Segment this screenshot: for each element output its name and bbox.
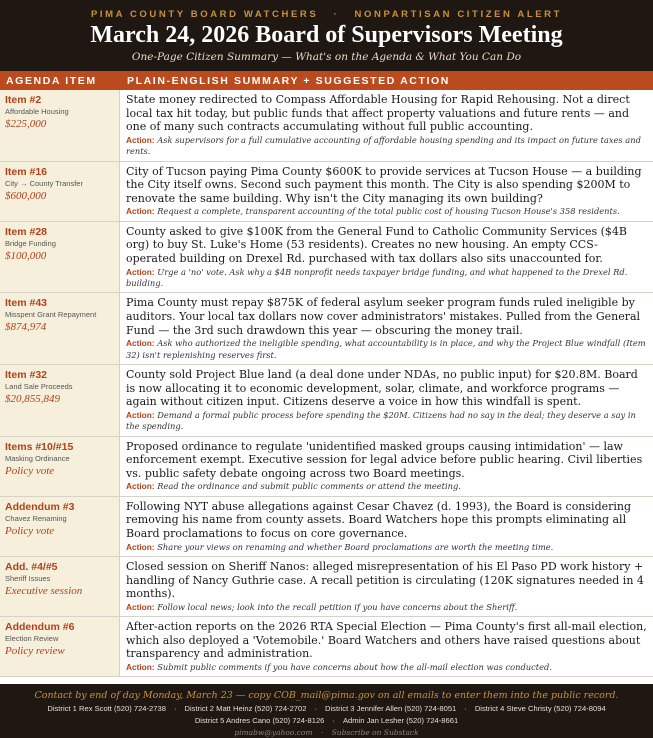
item-amount: $874,974 (5, 321, 47, 334)
summary-cell (120, 293, 653, 364)
agenda-row (0, 90, 653, 162)
item-summary: State money redirected to Compass Affordable Housing for Rapid Rehousing. Not a direct local tax hit today, but public funds that affect property valuations and future rents — and one of many such contracts accumulating without full public accounting. (126, 93, 630, 134)
item-summary: City of Tucson paying Pima County $600K to provide services at Tucson House — a building the City itself owns. Second such payment this month. The City is also spending $200M to renovate the same building. Why isn't the City managing its own building? (126, 164, 642, 205)
district-separator: · (332, 716, 335, 725)
item-action (126, 206, 647, 217)
item-summary: Proposed ordinance to regulate 'unidentified masked groups causing intimidation' — law enforcement exempt. Executive session for legal advice before public hearing. Civil liberties vs. public safety debate ongoing across two Board meetings. (126, 439, 643, 480)
agenda-item-cell (0, 557, 120, 616)
item-category: City → County Transfer (5, 178, 83, 188)
item-action (126, 135, 647, 158)
agenda-row (0, 365, 653, 437)
item-category: Election Review (5, 634, 59, 644)
footer-link-separator: · (320, 728, 324, 737)
district-contact: Admin Jan Lesher (520) 724-8661 (342, 716, 459, 725)
district-separator: · (464, 704, 467, 713)
item-amount: $600,000 (5, 189, 47, 202)
action-label: Action: (126, 134, 155, 145)
item-summary: After-action reports on the 2026 RTA Special Election — Pima County's first all-mail election, which also deployed a 'Votemobile.' Board Watchers and others have raised questions about transparency and administration. (126, 620, 647, 661)
action-label: Action: (126, 541, 155, 552)
agenda-row (0, 557, 653, 617)
item-summary: County asked to give $100K from the General Fund to Catholic Community Services ($4B org) to buy St. Luke's Home (53 residents). Creates no new housing. An empty CCS-operated building on Drexel Rd. purchased with tax dollars also sits unaccounted for. (126, 224, 628, 265)
agenda-item-cell (0, 90, 120, 161)
column-header-agenda: AGENDA ITEM (6, 74, 97, 87)
action-text: Read the ordinance and submit public comments or attend the meeting. (157, 481, 461, 492)
agenda-row (0, 437, 653, 497)
column-header-bar (0, 71, 653, 90)
kicker (0, 9, 653, 20)
summary-cell (120, 162, 653, 221)
kicker-separator: · (333, 9, 340, 20)
agenda-item-cell (0, 293, 120, 364)
item-number: Item #2 (5, 94, 42, 106)
item-category: Affordable Housing (5, 107, 69, 116)
substack-link[interactable]: Subscribe on Substack (331, 728, 419, 737)
district-contact: District 5 Andres Cano (520) 724-8126 (194, 716, 325, 725)
item-amount: Policy review (5, 645, 65, 658)
item-action (126, 410, 647, 433)
item-number: Item #16 (5, 165, 48, 178)
contact-instructions: Contact by end of day Monday, March 23 — copy COB_mail@pima.gov on all emails to enter them into the public record. (34, 690, 619, 701)
item-action (126, 338, 647, 361)
agenda-item-cell (0, 222, 120, 293)
action-label: Action: (126, 206, 155, 217)
agenda-item-cell (0, 365, 120, 436)
item-category: Masking Ordinance (5, 453, 70, 463)
item-amount: $100,000 (5, 249, 47, 262)
summary-cell (120, 437, 653, 496)
item-summary: Closed session on Sheriff Nanos: alleged misrepresentation of his El Paso PD work history + handling of Nancy Guthrie case. A recall petition is circulating (120K signatures needed in 4 months). (126, 559, 644, 601)
column-header-summary: PLAIN-ENGLISH SUMMARY + SUGGESTED ACTION (127, 74, 450, 87)
item-number: Addendum #6 (5, 621, 75, 634)
page-subtitle: One-Page Citizen Summary — What's on the Agenda & What You Can Do (131, 51, 522, 63)
agenda-row (0, 162, 653, 222)
action-text: Submit public comments if you have concerns about how the all-mail election was conducted. (157, 661, 552, 672)
district-contacts-line-1 (0, 703, 653, 714)
action-label: Action: (126, 481, 155, 492)
agenda-item-cell (0, 617, 120, 676)
item-amount: $20,855,849 (5, 392, 60, 405)
agenda-item-cell (0, 162, 120, 221)
agenda-row (0, 222, 653, 294)
district-contact: District 1 Rex Scott (520) 724-2738 (47, 704, 166, 713)
item-action (126, 542, 647, 553)
agenda-item-cell (0, 437, 120, 496)
footer-links (0, 727, 653, 738)
item-summary: Following NYT abuse allegations against Cesar Chavez (d. 1993), the Board is considering removing his name from county assets. Board Watchers hope this prompts eliminating all Board proclamations to focus on core governance. (126, 499, 632, 540)
item-category: Land Sale Proceeds (5, 381, 73, 391)
action-text: Request a complete, transparent accounting of the total public cost of housing Tucson House's 358 residents. (157, 206, 620, 217)
item-summary: County sold Project Blue land (a deal done under NDAs, no public input) for $20.8M. Board is now allocating it to economic development, solar, climate, and workforce programs — again without citizen input. Citizens deserve a voice in how this windfall is spent. (126, 367, 638, 409)
action-text: Demand a formal public process before spending the $20M. Citizens had no say in the deal; they deserve a say in the spending. (126, 409, 636, 432)
masthead (0, 0, 653, 71)
item-number: Add. #4/#5 (5, 560, 58, 573)
summary-cell (120, 557, 653, 616)
district-separator: · (173, 704, 177, 713)
summary-cell (120, 617, 653, 676)
contact-email-link[interactable]: pimabw@yahoo.com (234, 728, 313, 737)
item-action (126, 481, 647, 492)
action-label: Action: (126, 409, 155, 420)
item-category: Sheriff Issues (5, 573, 51, 583)
summary-cell (120, 222, 653, 293)
item-amount: Policy vote (5, 464, 55, 477)
agenda-row (0, 617, 653, 677)
item-number: Item #32 (5, 368, 48, 381)
action-text: Follow local news; look into the recall petition if you have concerns about the Sheriff. (157, 601, 518, 612)
agenda-row (0, 497, 653, 557)
agenda-table (0, 90, 653, 684)
action-text: Urge a 'no' vote. Ask why a $4B nonprofit needs taxpayer bridge funding, and what happened to the Drexel Rd. building. (126, 266, 628, 288)
footer (0, 684, 653, 738)
agenda-item-cell (0, 497, 120, 556)
district-separator: · (314, 704, 317, 713)
action-text: Ask who authorized the ineligible spending, what accountability is in place, and why the Project Blue windfall (Item 32) isn't replenishing reserves first. (126, 338, 646, 360)
district-contact: District 4 Steve Christy (520) 724-8094 (474, 704, 606, 713)
page-title: March 24, 2026 Board of Supervisors Meeting (90, 22, 563, 48)
item-category: Bridge Funding (5, 238, 56, 248)
item-amount: $225,000 (5, 118, 47, 130)
district-contacts-line-2 (0, 715, 653, 726)
action-label: Action: (126, 661, 155, 672)
action-text: Ask supervisors for a full cumulative accounting of affordable housing spending and its impact on future taxes and rents. (126, 134, 641, 157)
summary-cell (120, 365, 653, 436)
org-name: PIMA COUNTY BOARD WATCHERS (90, 9, 319, 20)
item-category: Chavez Renaming (5, 513, 67, 523)
item-summary: Pima County must repay $875K of federal asylum seeker program funds ruled ineligible by auditors. Your local tax dollars now cover administrators' mistakes. Pulled from the General Fund — the 3rd such drawdown this year — obscuring the money trail. (126, 296, 641, 337)
item-number: Items #10/#15 (5, 440, 74, 453)
item-number: Item #43 (5, 297, 48, 310)
item-amount: Executive session (5, 584, 83, 597)
agenda-row (0, 293, 653, 365)
alert-tagline: NONPARTISAN CITIZEN ALERT (354, 9, 563, 20)
district-contact: District 3 Jennifer Allen (520) 724-8051 (325, 704, 457, 713)
item-action (126, 602, 647, 613)
item-number: Addendum #3 (5, 500, 75, 513)
item-action (126, 267, 647, 290)
item-amount: Policy vote (5, 524, 55, 537)
item-action (126, 662, 647, 673)
district-contact: District 2 Matt Heinz (520) 724-2702 (184, 704, 307, 713)
summary-cell (120, 497, 653, 556)
action-text: Share your views on renaming and whether Board proclamations are worth the meeting time. (157, 541, 554, 552)
item-number: Item #28 (5, 225, 48, 238)
action-label: Action: (126, 601, 155, 612)
action-label: Action: (126, 338, 155, 349)
summary-cell (120, 90, 653, 161)
action-label: Action: (126, 266, 155, 277)
item-category: Misspent Grant Repayment (5, 310, 97, 320)
